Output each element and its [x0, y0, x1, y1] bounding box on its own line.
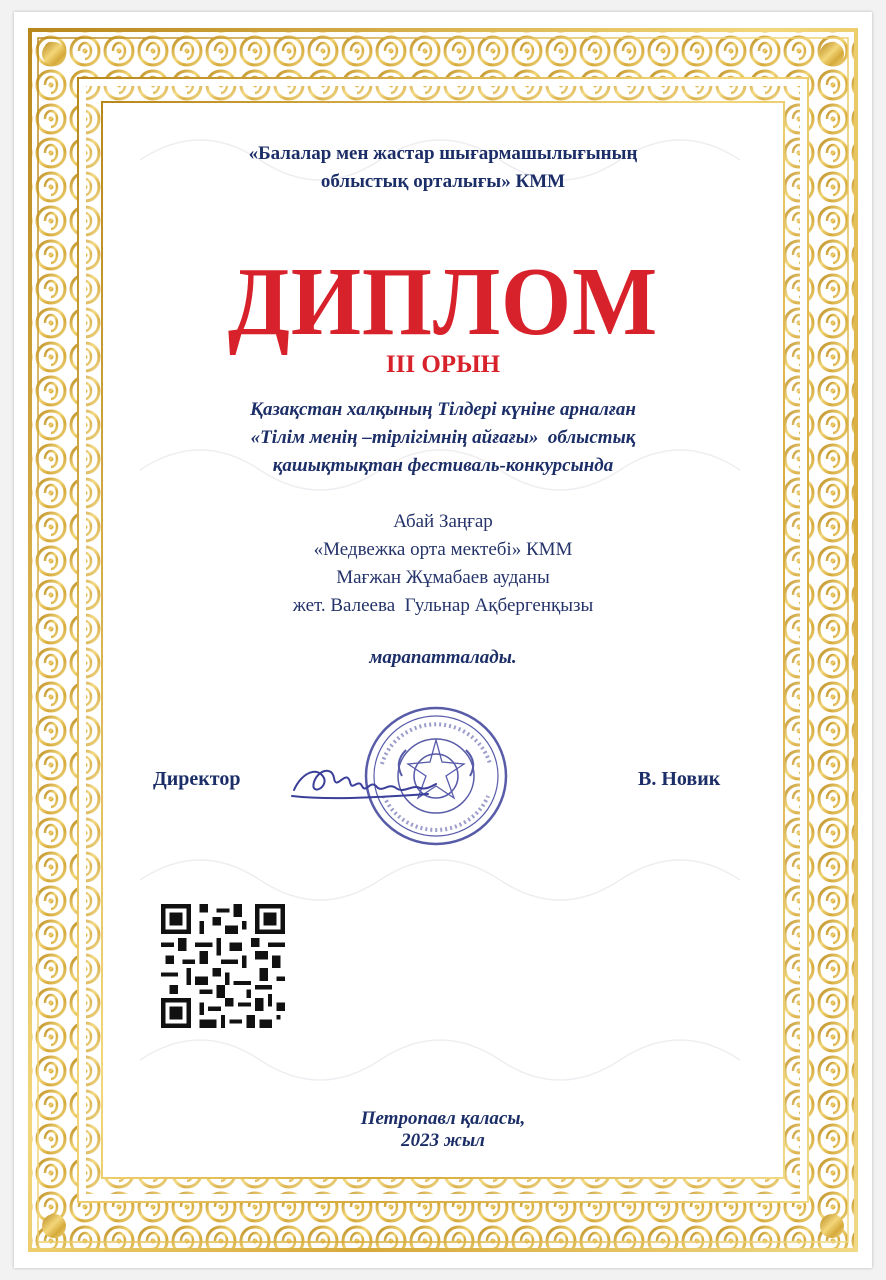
awarded-text: марапатталады. [369, 647, 517, 668]
recipient-block [0, 508, 886, 620]
organization-name [0, 140, 886, 196]
event-line-3: қашықтықтан фестиваль-конкурсында [272, 455, 614, 476]
diploma-title: ДИПЛОМ [227, 248, 659, 356]
recipient-teacher: жет. Валеева Гульнар Ақбергенқызы [292, 595, 594, 616]
qr-code-icon [161, 904, 285, 1028]
director-name: В. Новик [638, 768, 721, 790]
recipient-district: Мағжан Жұмабаев ауданы [336, 567, 550, 588]
director-signature-icon [288, 748, 438, 818]
footer-location-date [0, 1108, 886, 1152]
organization-line-1: «Балалар мен жастар шығармашылығының [248, 143, 638, 164]
footer-year: 2023 жыл [401, 1130, 485, 1151]
event-line-2: «Тілім менің –тірлігімнің айғағы» облыстық [250, 427, 636, 448]
event-line-1: Қазақстан халқының Тілдері күніне арналған [250, 399, 636, 420]
event-description [0, 396, 886, 480]
place-award: ІІІ ОРЫН [385, 351, 501, 378]
recipient-school: «Медвежка орта мектебі» КММ [313, 539, 573, 560]
recipient-name: Абай Заңғар [393, 511, 493, 532]
director-label: Директор [153, 768, 241, 790]
organization-line-2: облыстық орталығы» КММ [320, 171, 566, 192]
footer-city: Петропавл қаласы, [360, 1108, 526, 1129]
